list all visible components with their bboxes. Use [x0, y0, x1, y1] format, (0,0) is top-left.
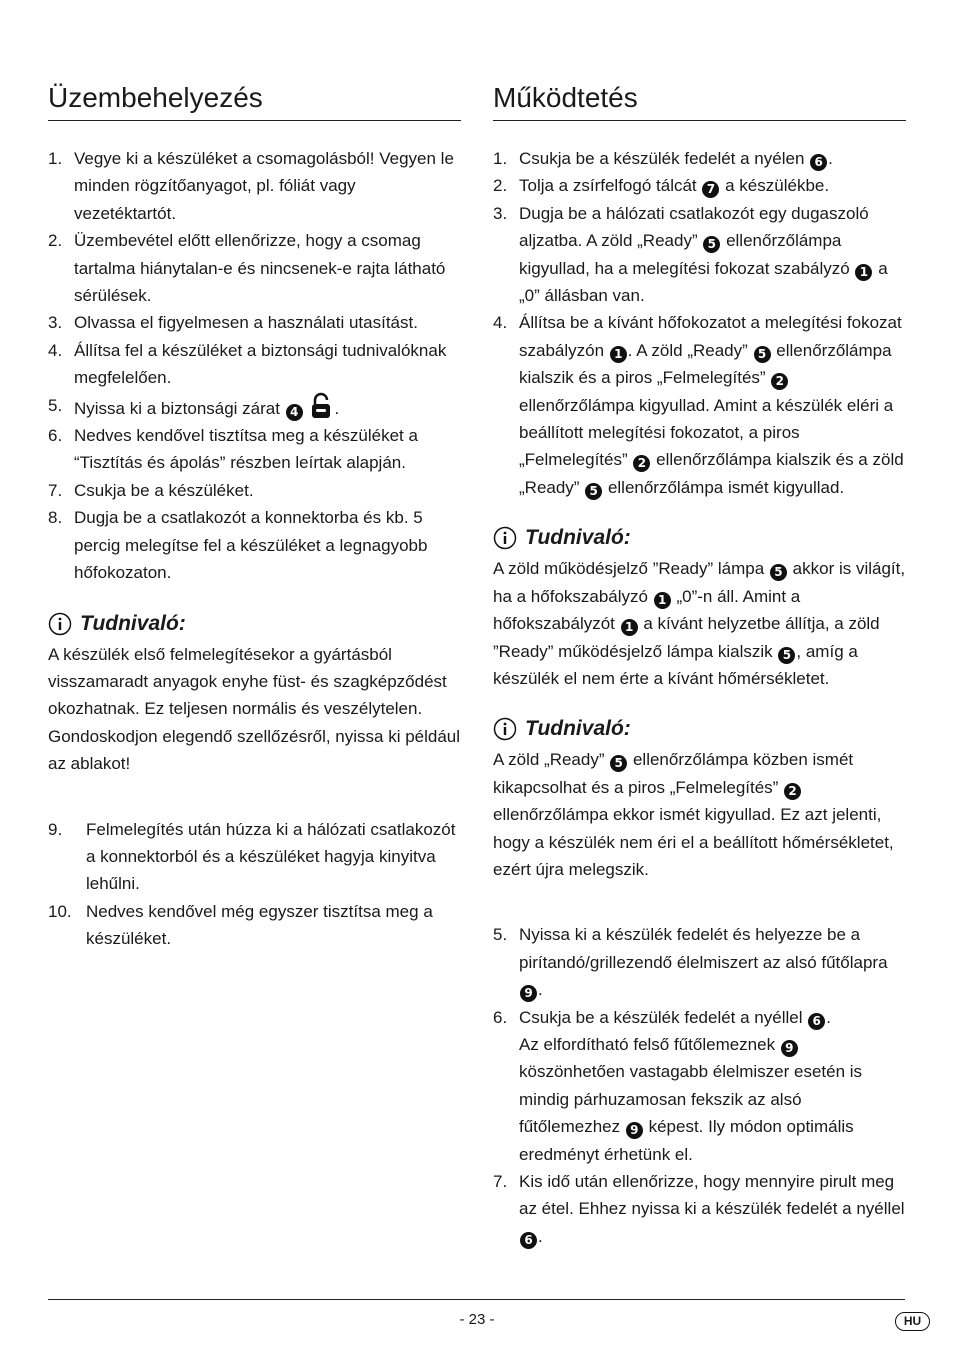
list-item	[48, 898, 461, 953]
step-number: 9.	[48, 819, 63, 839]
list-item	[493, 1168, 906, 1250]
step-text: Felmelegítés után húzza ki a hálózati csatlakozót a konnektorból és a készüléket hagyja kinyitva lehűlni.	[86, 819, 456, 894]
list-item	[48, 309, 461, 336]
setup-steps-continued	[48, 816, 461, 953]
list-item	[48, 392, 461, 422]
text-run: ellenőrzőlámpa ekkor ismét kigyullad. Ez azt jelenti, hogy a készülék nem éri el a beállított hőmérsékletet, ezért újra melegszik.	[493, 805, 894, 879]
part-number-badge: 2	[784, 783, 801, 800]
part-number-badge: 6	[808, 1013, 825, 1030]
note-title: Tudnivaló:	[80, 611, 186, 635]
step-text: Nyissa ki a biztonsági zárat	[74, 398, 280, 418]
part-number-badge: 6	[520, 1232, 537, 1249]
text-run: Dugja be a hálózati csatlakozót egy dugaszoló aljzatba. A zöld „Ready”	[519, 203, 869, 251]
list-item	[493, 309, 906, 501]
page-number: - 23 -	[459, 1311, 495, 1328]
part-number-badge: 9	[520, 985, 537, 1002]
part-number-badge: 6	[810, 154, 827, 171]
list-item	[493, 200, 906, 310]
step-number: 4.	[493, 313, 508, 333]
text-run: ellenőrzőlámpa ismét kigyullad.	[607, 477, 845, 497]
part-number-badge: 7	[702, 181, 719, 198]
step-text: Olvassa el figyelmesen a használati utasítást.	[74, 313, 418, 333]
part-number-badge: 9	[781, 1040, 798, 1057]
step-number: 5.	[48, 395, 63, 415]
note-heading	[48, 609, 461, 639]
note-text	[493, 555, 906, 692]
text-run: Tolja a zsírfelfogó tálcát	[519, 176, 697, 196]
spacer	[493, 883, 906, 921]
part-number-badge: 1	[855, 264, 872, 281]
language-badge: HU	[895, 1312, 930, 1331]
text-run: A zöld „Ready”	[493, 750, 605, 770]
info-icon	[48, 612, 72, 636]
setup-steps	[48, 145, 461, 587]
step-text	[519, 145, 906, 172]
step-text	[519, 172, 906, 199]
step-end: .	[334, 398, 340, 418]
step-number: 6.	[48, 426, 63, 446]
step-number: 7.	[48, 480, 63, 500]
note-heading	[493, 523, 906, 553]
part-number-badge: 1	[654, 592, 671, 609]
list-item	[493, 921, 906, 1003]
text-run: .	[826, 1007, 831, 1027]
part-number-badge: 5	[703, 236, 720, 253]
list-item	[493, 145, 906, 172]
list-item	[48, 337, 461, 392]
step-number: 8.	[48, 508, 63, 528]
part-number-badge: 5	[610, 755, 627, 772]
step-text	[519, 309, 906, 501]
step-number: 1.	[493, 149, 508, 168]
text-run: a kívánt helyzetbe állítja, a zöld ”Ready” működésjelző lámpa kialszik	[493, 614, 880, 661]
step-number: 3.	[493, 203, 508, 223]
text-run: ellenőrzőlámpa kialszik és a zöld „Ready”	[519, 450, 904, 497]
text-run: köszönhetően vastagabb élelmiszer esetén is mindig párhuzamosan fekszik az alsó fűtőlemezhez	[519, 1062, 863, 1137]
text-run: .	[538, 1226, 543, 1246]
info-icon	[493, 717, 517, 741]
note-text	[493, 746, 906, 883]
step-text: Nedves kendővel tisztítsa meg a készüléket a “Tisztítás és ápolás” részben leírtak alapján.	[74, 426, 418, 473]
step-text: Üzembevétel előtt ellenőrizze, hogy a csomag tartalma hiánytalan-e és nincsenek-e rajta látható sérülések.	[74, 231, 446, 306]
open-lock-icon	[310, 392, 332, 420]
text-run: „0”-n áll. Amint a hőfokszabályzót	[493, 586, 801, 634]
note-text: A készülék első felmelegítésekor a gyártásból visszamaradt anyagok enyhe füst- és szagképződést okozhatnak. Ez teljesen normális és veszélytelen. Gondoskodjon elegendő szellőzésről, nyissa ki például az ablakot!	[48, 644, 461, 774]
list-item	[48, 227, 461, 309]
list-item	[48, 145, 461, 227]
list-item	[493, 172, 906, 199]
text-run: a készülékbe.	[725, 176, 830, 196]
text-run: ellenőrzőlámpa kigyullad, ha a melegítési fokozat szabályzó	[519, 231, 850, 278]
text-run: A zöld működésjelző ”Ready” lámpa	[493, 559, 765, 579]
footer-divider	[48, 1299, 905, 1300]
operation-steps	[493, 145, 906, 501]
step-number: 5.	[493, 925, 508, 945]
spacer	[48, 778, 461, 816]
step-text	[519, 1168, 906, 1250]
step-number: 1.	[48, 149, 63, 168]
part-number-badge: 1	[621, 619, 638, 636]
part-number-badge: 2	[771, 373, 788, 390]
text-run: .	[538, 980, 543, 1000]
operation-steps-continued	[493, 921, 906, 1250]
section-title-setup: Üzembehelyezés	[48, 78, 461, 121]
part-number-badge: 5	[778, 647, 795, 664]
step-text: Csukja be a készüléket.	[74, 480, 254, 500]
note-title: Tudnivaló:	[525, 717, 631, 741]
step-text: Vegye ki a készüléket a csomagolásból! Vegyen le minden rögzítőanyagot, pl. fóliát vagy vezetéktartót.	[74, 149, 454, 223]
part-number-badge: 2	[633, 455, 650, 472]
text-run: . A zöld „Ready”	[627, 340, 748, 360]
list-item	[48, 504, 461, 586]
step-number: 10.	[48, 901, 72, 921]
section-title-operation: Működtetés	[493, 78, 906, 121]
note-heading	[493, 714, 906, 744]
text-run: .	[828, 149, 833, 168]
part-number-badge: 1	[610, 346, 627, 363]
step-text: Dugja be a csatlakozót a konnektorba és kb. 5 percig melegítse fel a készüléket a legnagyobb hőfokozaton.	[74, 508, 428, 583]
text-run: Az elfordítható felső fűtőlemeznek	[519, 1034, 776, 1054]
text-run: ellenőrzőlámpa kialszik és a piros „Felmelegítés”	[519, 340, 892, 388]
list-item	[48, 477, 461, 504]
step-text	[519, 921, 906, 1003]
part-number-badge: 5	[585, 483, 602, 500]
step-number: 3.	[48, 313, 63, 333]
text-run: Nyissa ki a készülék fedelét és helyezze be a pirítandó/grillezendő élelmiszert az alsó fűtőlapra	[519, 925, 888, 972]
text-run: ellenőrzőlámpa kigyullad. Amint a készülék eléri a beállított melegítési fokozatot, a piros „Felmelegítés”	[519, 395, 894, 470]
step-number: 2.	[48, 231, 63, 251]
step-number: 2.	[493, 176, 508, 196]
step-text: Állítsa fel a készüléket a biztonsági tudnivalóknak megfelelően.	[74, 340, 447, 388]
text-run: ellenőrzőlámpa közben ismét kikapcsolhat és a piros „Felmelegítés”	[493, 750, 854, 797]
text-run: , amíg a készülék el nem érte a kívánt hőmérsékletet.	[493, 641, 858, 688]
step-text-wrap	[74, 392, 461, 422]
list-item	[48, 816, 461, 898]
text-run: Állítsa be a kívánt hőfokozatot a melegítési fokozat szabályzón	[519, 313, 902, 360]
text-run: Kis idő után ellenőrizze, hogy mennyire pirult meg az étel. Ehhez nyissa ki a készülék fedelét a nyéllel	[519, 1172, 905, 1219]
left-column	[48, 78, 461, 953]
step-text	[519, 200, 906, 310]
info-icon	[493, 526, 517, 550]
step-text: Nedves kendővel még egyszer tisztítsa meg a készüléket.	[86, 901, 433, 949]
text-run: képest. Ily módon optimális eredményt érhetünk el.	[519, 1117, 854, 1164]
text-run: Csukja be a készülék fedelét a nyéllel	[519, 1007, 803, 1027]
step-number: 4.	[48, 340, 63, 360]
text-run: akkor is világít, ha a hőfokszabályzó	[493, 559, 906, 606]
step-number: 7.	[493, 1172, 508, 1191]
part-number-badge: 9	[626, 1122, 643, 1139]
part-number-badge: 5	[770, 564, 787, 581]
note-title: Tudnivaló:	[525, 526, 631, 550]
list-item	[48, 422, 461, 477]
step-number: 6.	[493, 1007, 508, 1027]
right-column	[493, 78, 906, 1250]
text-run: Csukja be a készülék fedelét a nyélen	[519, 149, 805, 168]
step-text	[519, 1004, 906, 1168]
text-run: a „0” állásban van.	[519, 258, 888, 306]
part-number-badge: 4	[286, 404, 303, 421]
list-item	[493, 1004, 906, 1168]
part-number-badge: 5	[754, 346, 771, 363]
